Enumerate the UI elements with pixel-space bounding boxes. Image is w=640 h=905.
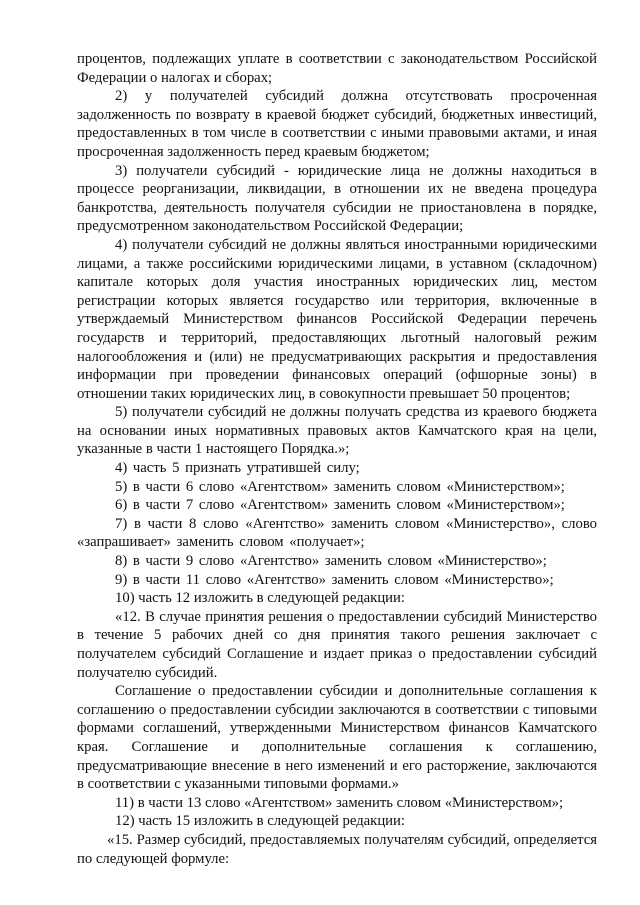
paragraph-amend-5: 5) в части 6 слово «Агентством» заменить словом «Министерством»; [115, 478, 565, 495]
paragraph-quote-15: «15. Размер субсидий, предоставляемых получателям субсидий, определяется по следующей формуле: [77, 831, 597, 867]
paragraph-amend-10: 10) часть 12 изложить в следующей редакции: [115, 590, 405, 607]
paragraph-amend-8: 8) в части 9 слово «Агентство» заменить словом «Министерство»; [115, 553, 547, 570]
paragraph-item-4: 4) получатели субсидий не должны являться иностранными юридическими лицами, а также российскими юридическими лицами, в уставном (складочном) капитале которых доля участия иностранных юридических лиц, местом регистрации которых является государство или территория, включенные в утверждаемый Министерством финансов Российской Федерации перечень государств и территорий, предоставляющих льготный налоговый режим налогообложения и (или) не предусматривающих раскрытия и предоставления информации при проведении финансовых операций (офшорные зоны) в отношении таких юридических лиц, в совокупности превышает 50 процентов; [77, 236, 597, 402]
paragraph-item-2: 2) у получателей субсидий должна отсутствовать просроченная задолженность по возврату в краевой бюджет субсидий, бюджетных инвестиций, предоставленных в том числе в соответствии с иными правовыми актами, и иная просроченная задолженность перед краевым бюджетом; [77, 88, 597, 160]
paragraph-amend-11: 11) в части 13 слово «Агентством» заменить словом «Министерством»; [115, 794, 564, 811]
paragraph-amend-7: 7) в части 8 слово «Агентство» заменить словом «Министерство», слово «запрашивает» заменить словом «получает»; [77, 515, 597, 551]
paragraph-continuation: процентов, подлежащих уплате в соответствии с законодательством Российской Федерации о налогах и сборах; [77, 51, 597, 86]
paragraph-quote-12: «12. В случае принятия решения о предоставлении субсидий Министерство в течение 5 рабочих дней со дня принятия такого решения заключает с получателем субсидий Соглашение и издает приказ о предоставлении субсидий получателю субсидий. [77, 608, 597, 681]
paragraph-amend-9: 9) в части 11 слово «Агентство» заменить словом «Министерство»; [115, 571, 554, 588]
paragraph-item-3: 3) получатели субсидий - юридические лица не должны находиться в процессе реорганизации, ликвидации, в отношении их не введена процедура банкротства, деятельность получателя субсидии не приостановлена в порядке, предусмотренном законодательством Российской Федерации; [77, 162, 597, 235]
paragraph-amend-12: 12) часть 15 изложить в следующей редакции: [115, 813, 405, 830]
paragraph-amend-6: 6) в части 7 слово «Агентством» заменить словом «Министерством»; [115, 497, 565, 514]
document-page [77, 50, 597, 868]
paragraph-amend-4: 4) часть 5 признать утратившей силу; [115, 460, 360, 477]
paragraph-agreement: Соглашение о предоставлении субсидии и дополнительные соглашения к соглашению о предоставлении субсидии заключаются в соответствии с типовыми формами соглашений, утвержденными Министерством финансов Камчатского края. Соглашение и дополнительные соглашения к соглашению, предусматривающие внесение в него изменений и его расторжение, заключаются в соответствии с указанными типовыми формами.» [77, 683, 597, 793]
paragraph-item-5: 5) получатели субсидий не должны получать средства из краевого бюджета на основании иных нормативных правовых актов Камчатского края на цели, указанные в части 1 настоящего Порядка.»; [77, 404, 597, 458]
